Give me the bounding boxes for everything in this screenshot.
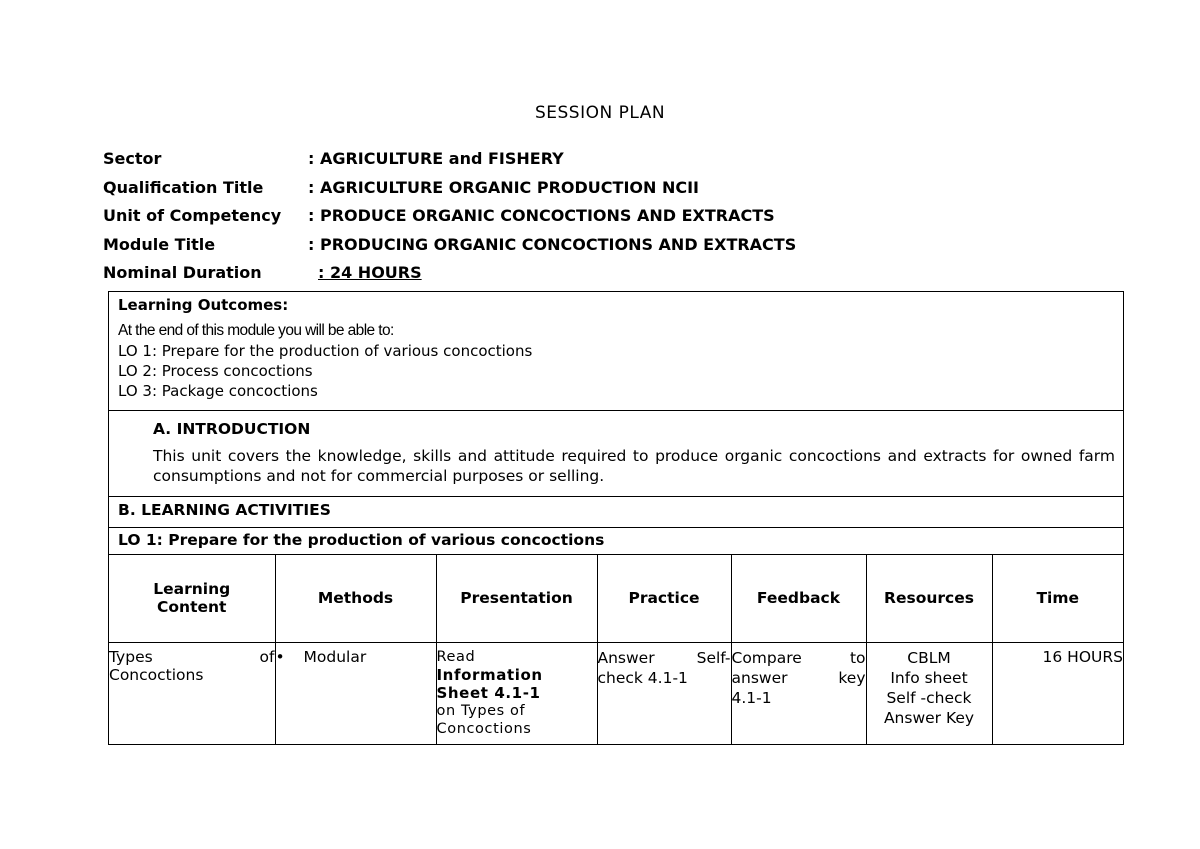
cell-learning-content	[109, 642, 275, 744]
presentation-bold: Sheet 4.1-1	[436, 683, 541, 702]
content-line: Concoctions	[109, 665, 204, 684]
meta-label: Qualification Title	[103, 177, 264, 197]
meta-value: : PRODUCING ORGANIC CONCOCTIONS AND EXTRACTS	[308, 234, 797, 254]
practice-word: Self-	[696, 648, 731, 667]
session-plan-table	[108, 291, 1124, 745]
presentation-line: Concoctions	[436, 720, 532, 737]
header-cell	[436, 555, 597, 642]
meta-qualification	[103, 177, 796, 206]
cell-feedback	[731, 642, 866, 744]
meta-label: Sector	[103, 149, 162, 168]
activities-table	[109, 555, 1123, 744]
practice-line	[598, 648, 731, 668]
meta-unit	[103, 205, 796, 234]
header-cell	[597, 555, 731, 642]
meta-sector	[103, 148, 796, 177]
presentation-bold: Information	[436, 665, 543, 684]
feedback-word: answer	[731, 668, 788, 687]
header-feedback: Feedback	[756, 589, 841, 608]
learning-outcome-item: LO 2: Process concoctions	[118, 362, 313, 380]
resource-item: Answer Key	[883, 708, 975, 727]
feedback-line	[732, 668, 866, 688]
meta-duration	[103, 262, 796, 291]
feedback-line	[732, 648, 866, 668]
introduction-text: This unit covers the knowledge, skills and attitude required to produce organic concoctions and extracts for owned farm consumptions and not for commercial purposes or selling.	[153, 447, 1115, 485]
resource-item: Info sheet	[890, 668, 968, 687]
cell-time	[992, 642, 1123, 744]
cell-practice	[597, 642, 731, 744]
meta-label: Module Title	[103, 234, 216, 254]
introduction-section	[109, 411, 1123, 497]
meta-module	[103, 234, 796, 263]
header-cell	[992, 555, 1123, 642]
practice-word: Answer	[597, 648, 655, 667]
feedback-line: 4.1-1	[731, 688, 772, 707]
presentation-line: Read	[436, 648, 476, 665]
introduction-heading: A. INTRODUCTION	[153, 420, 311, 438]
learning-outcome-item: LO 3: Package concoctions	[118, 382, 318, 400]
header-time: Time	[1036, 589, 1080, 608]
learning-outcomes-intro: At the end of this module you will be able to:	[118, 322, 394, 339]
session-meta	[103, 148, 796, 291]
learning-outcome-item: LO 1: Prepare for the production of various concoctions	[118, 342, 533, 360]
table-row	[109, 642, 1123, 744]
resource-item: Self -check	[886, 688, 972, 707]
header-presentation: Presentation	[460, 589, 573, 608]
header-cell	[109, 555, 275, 642]
cell-methods	[275, 642, 436, 744]
content-word: Types	[109, 647, 153, 666]
meta-value: : AGRICULTURE ORGANIC PRODUCTION NCII	[308, 177, 699, 197]
header-practice: Practice	[628, 589, 700, 608]
time-value: 16 HOURS	[1042, 647, 1123, 666]
header-resources: Resources	[884, 589, 974, 608]
header-cell	[866, 555, 992, 642]
cell-presentation	[436, 642, 597, 744]
lo1-heading: LO 1: Prepare for the production of various concoctions	[109, 528, 1123, 555]
meta-label: Unit of Competency	[103, 206, 282, 225]
content-word: of	[259, 647, 275, 666]
header-methods: Methods	[317, 589, 394, 608]
presentation-line: on Types of	[436, 702, 526, 719]
feedback-word: key	[838, 668, 866, 687]
bullet-icon: •	[275, 647, 285, 666]
meta-value: : AGRICULTURE and FISHERY	[308, 149, 564, 168]
learning-outcomes-section	[109, 292, 1123, 411]
learning-outcomes-heading: Learning Outcomes:	[118, 296, 289, 314]
practice-line: check 4.1-1	[597, 668, 688, 687]
header-learning-content: Learning Content	[153, 580, 231, 617]
feedback-word: to	[849, 648, 866, 667]
cell-resources	[866, 642, 992, 744]
feedback-word: Compare	[731, 648, 802, 667]
learning-activities-heading: B. LEARNING ACTIVITIES	[109, 497, 1123, 528]
meta-value: : 24 HOURS	[318, 263, 422, 282]
content-line	[109, 648, 275, 666]
header-cell	[275, 555, 436, 642]
method-text: Modular	[303, 647, 367, 666]
resource-item: CBLM	[907, 648, 951, 667]
meta-label: Nominal Duration	[103, 263, 262, 282]
meta-value: : PRODUCE ORGANIC CONCOCTIONS AND EXTRACTS	[308, 206, 775, 225]
header-cell	[731, 555, 866, 642]
table-header-row	[109, 555, 1123, 642]
page-title: SESSION PLAN	[534, 103, 666, 123]
